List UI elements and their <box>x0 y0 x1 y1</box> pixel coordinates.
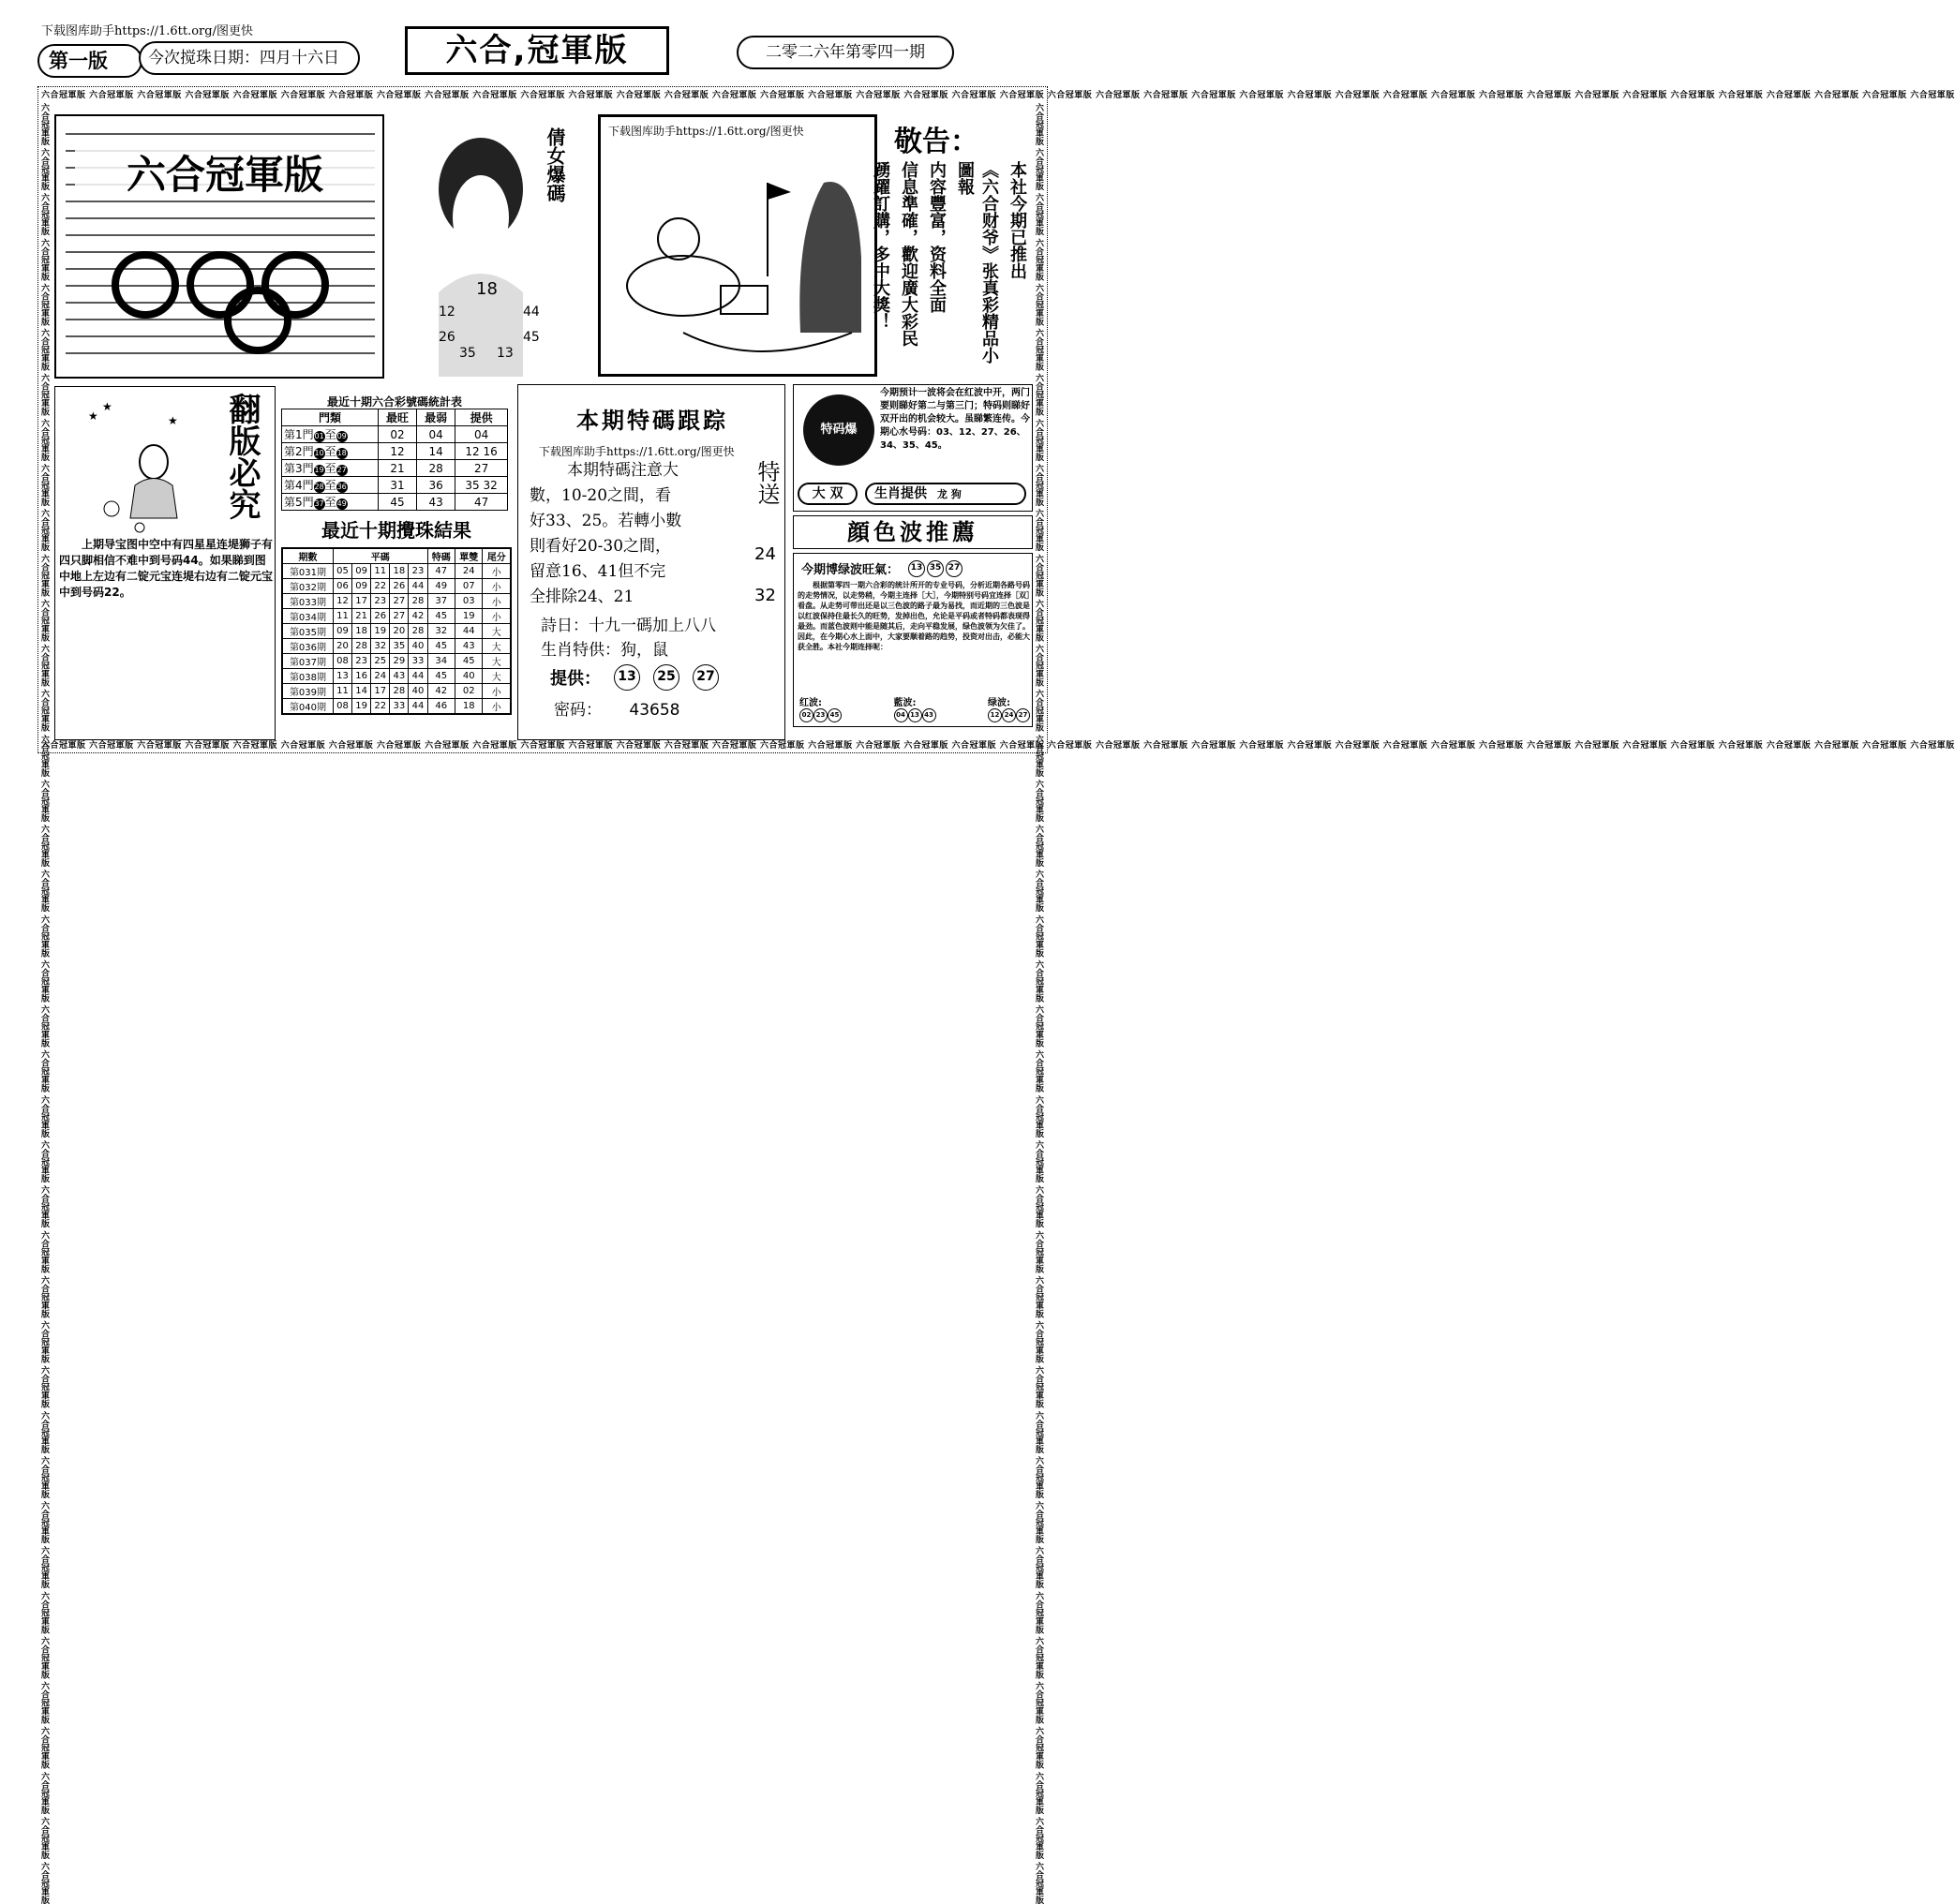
range-end-ball: 36 <box>336 483 347 491</box>
tracking-title: 本期特碼跟踪 <box>576 407 728 434</box>
issue-number: 二零二六年第零四一期 <box>737 36 954 69</box>
provide-row <box>550 664 719 691</box>
odd-even-cell: 45 <box>455 654 483 669</box>
number-cell: 17 <box>371 684 390 699</box>
number-cell: 28 <box>390 684 409 699</box>
page-title: 六合,冠軍版 <box>405 26 669 75</box>
number-cell: 09 <box>333 624 351 639</box>
group-number: 45 <box>828 708 842 722</box>
col-header: 門類 <box>282 409 379 426</box>
odd-even-cell: 07 <box>455 579 483 594</box>
col-header: 尾分 <box>483 548 511 564</box>
range-table-row <box>282 443 508 460</box>
period-cell: 第040期 <box>282 699 333 715</box>
photo-number: 18 <box>476 279 498 299</box>
range-label-cell: 第4門28至36 <box>282 477 379 494</box>
range-label: 第4門 <box>284 479 314 492</box>
hot-cell: 02 <box>378 426 416 443</box>
number-cell: 27 <box>390 594 409 609</box>
group-label: 绿波: <box>988 698 1010 708</box>
number-cell: 28 <box>352 639 371 654</box>
color-wave-subtitle: 今期博绿波旺氣： <box>801 563 900 577</box>
tracking-line: 全排除24、21 <box>530 588 634 606</box>
number-cell: 11 <box>333 684 351 699</box>
odd-even-cell: 03 <box>455 594 483 609</box>
range-label: 第5門 <box>284 496 314 509</box>
number-cell: 28 <box>409 624 427 639</box>
col-header: 特碼 <box>427 548 455 564</box>
number-cell: 18 <box>352 624 371 639</box>
subtitle-number: 13 <box>908 560 925 577</box>
notice-column: 信息準確，歡迎廣大彩民 <box>899 161 918 347</box>
special-cell: 34 <box>427 654 455 669</box>
number-cell: 29 <box>390 654 409 669</box>
period-cell: 第033期 <box>282 594 333 609</box>
cold-cell: 04 <box>417 426 455 443</box>
results-table-row <box>282 669 511 684</box>
group-number: 23 <box>813 708 828 722</box>
special-send-number: 24 <box>754 544 776 564</box>
range-label-cell: 第1門01至09 <box>282 426 379 443</box>
olympic-rings-image <box>103 247 356 360</box>
special-cell: 47 <box>427 564 455 579</box>
period-cell: 第035期 <box>282 624 333 639</box>
color-group-green <box>988 694 1030 722</box>
zodiac-badge <box>865 483 1026 505</box>
color-group-blue <box>894 694 936 722</box>
svg-text:★: ★ <box>102 400 112 413</box>
number-cell: 19 <box>371 624 390 639</box>
color-group-red <box>799 694 842 722</box>
number-cell: 21 <box>352 609 371 624</box>
photo-number: 35 <box>459 346 476 361</box>
size-cell: 大 <box>483 669 511 684</box>
odd-even-cell: 18 <box>455 699 483 715</box>
tracking-line: 好33、25。若轉小數 <box>530 512 682 530</box>
zodiac-values: 龙 狗 <box>936 488 962 500</box>
cold-cell: 36 <box>417 477 455 494</box>
flip-text: 上期导宝图中空中有四星星连堤狮子有四只脚相信不难中到号码44。如果睇到图中地上左边有二锭元宝连堤右边有二锭元宝中到号码22。 <box>59 538 274 599</box>
size-cell: 大 <box>483 654 511 669</box>
provide-number: 27 <box>693 664 719 691</box>
number-cell: 11 <box>371 564 390 579</box>
special-cell: 37 <box>427 594 455 609</box>
odd-even-cell: 44 <box>455 624 483 639</box>
results-table-row <box>282 699 511 715</box>
size-cell: 小 <box>483 579 511 594</box>
number-cell: 14 <box>352 684 371 699</box>
results-title: 最近十期攪珠結果 <box>321 519 471 542</box>
special-send-label: 特送 <box>754 460 780 505</box>
group-number: 27 <box>1016 708 1030 722</box>
range-start-ball: 37 <box>314 499 324 508</box>
tracking-body <box>530 458 751 610</box>
period-cell: 第032期 <box>282 579 333 594</box>
results-table-row <box>282 684 511 699</box>
color-wave-subtitle-row <box>801 559 963 577</box>
group-number: 43 <box>922 708 936 722</box>
subtitle-number: 35 <box>927 560 944 577</box>
range-label: 第2門 <box>284 445 314 458</box>
number-cell: 13 <box>333 669 351 684</box>
period-cell: 第039期 <box>282 684 333 699</box>
tracking-panel <box>517 384 785 740</box>
number-cell: 20 <box>390 624 409 639</box>
number-cell: 26 <box>390 579 409 594</box>
number-cell: 24 <box>371 669 390 684</box>
photo-number: 45 <box>523 330 540 345</box>
range-table-row <box>282 426 508 443</box>
number-cell: 22 <box>371 699 390 715</box>
group-label: 红波: <box>799 698 822 708</box>
number-cell: 44 <box>409 579 427 594</box>
group-number: 24 <box>1002 708 1016 722</box>
notice-column: 踴躍訂購，多中大獎！ <box>871 161 890 330</box>
photo-number: 13 <box>497 346 514 361</box>
number-cell: 16 <box>352 669 371 684</box>
group-number: 04 <box>894 708 908 722</box>
tracking-line: 數，10-20之間，看 <box>530 486 672 505</box>
results-table-row <box>282 624 511 639</box>
subtitle-number: 27 <box>946 560 963 577</box>
number-cell: 19 <box>352 699 371 715</box>
big-double-badge <box>798 483 858 505</box>
number-cell: 09 <box>352 579 371 594</box>
size-cell: 小 <box>483 564 511 579</box>
odd-even-cell: 19 <box>455 609 483 624</box>
tracking-poem: 詩日：十九一碼加上八八 <box>541 617 716 635</box>
notice-text <box>871 161 1029 373</box>
tracking-line: 則看好20-30之間， <box>530 537 672 556</box>
special-cell: 45 <box>427 609 455 624</box>
number-cell: 42 <box>409 609 427 624</box>
period-cell: 第036期 <box>282 639 333 654</box>
cartoon-panel <box>598 114 877 377</box>
results-table-row <box>282 609 511 624</box>
group-label: 藍波: <box>893 698 917 708</box>
number-cell: 33 <box>409 654 427 669</box>
hot-cell: 31 <box>378 477 416 494</box>
range-end-ball: 18 <box>336 449 347 457</box>
color-wave-text: 根据第零四一期六合彩的统计所开的专业号码，分析近期各路号码的走势情况，以走势稍，今期主连择［大］，今期特别号码宜连择［双］看盘。从走势可带出还是以三色波的路子最为易找，而近期的三色波是以红波保持住最长久的旺势，发掉出色，允论是平码或者特码都表现得最劲。而蓝色波则中能是随其后，走向平稳发展，绿色波领为欠佳了。因此，在今期心水上面中，大家要顺着路的趋势，投资对出击，必能大获全胜。本社今期连择呢： <box>798 581 1030 651</box>
number-cell: 40 <box>409 639 427 654</box>
number-cell: 08 <box>333 699 351 715</box>
number-cell: 22 <box>371 579 390 594</box>
color-groups <box>799 694 1030 722</box>
provide-cell: 35 32 <box>455 477 508 494</box>
number-cell: 20 <box>333 639 351 654</box>
period-cell: 第037期 <box>282 654 333 669</box>
password-row <box>554 696 680 720</box>
special-send-number: 32 <box>754 586 776 605</box>
svg-text:★: ★ <box>168 414 178 427</box>
odd-even-cell: 24 <box>455 564 483 579</box>
range-start-ball: 01 <box>314 432 324 440</box>
provide-cell: 47 <box>455 494 508 511</box>
forecast-text: 今期预计一波将会在红波中开，两门要则睇好第二与第三门；特码则睇好双开出的机会较大。虽睇繁连传。今期心水号码：03、12、27、26、34、35、45。 <box>880 388 1030 451</box>
border-strip-bottom: 六合冠軍版 六合冠軍版 六合冠軍版 六合冠軍版 六合冠軍版 六合冠軍版 六合冠軍版 六合冠軍版 六合冠軍版 六合冠軍版 六合冠軍版 六合冠軍版 六合冠軍版 六合冠軍版 六合冠軍版 六合冠軍版 六合冠軍版 六合冠軍版 六合冠軍版 六合冠軍版 六合冠軍版 六合冠軍版 六合冠軍版 六合冠軍版 六合冠軍版 六合冠軍版 六合冠軍版 六合冠軍版 六合冠軍版 六合冠軍版 六合冠軍版 六合冠軍版 六合冠軍版 六合冠軍版 六合冠軍版 六合冠軍版 六合冠軍版 六合冠軍版 六合冠軍版 六合冠軍版 <box>41 741 1955 751</box>
size-cell: 小 <box>483 684 511 699</box>
big-label: 大 <box>812 486 826 501</box>
hot-cell: 12 <box>378 443 416 460</box>
period-cell: 第038期 <box>282 669 333 684</box>
special-cell: 45 <box>427 639 455 654</box>
range-table-title: 最近十期六合彩號碼統計表 <box>326 395 462 409</box>
col-header: 最旺 <box>378 409 416 426</box>
number-cell: 43 <box>390 669 409 684</box>
results-table-row <box>282 639 511 654</box>
range-label: 第1門 <box>284 428 314 441</box>
tracking-line: 本期特碼注意大 <box>567 461 679 480</box>
range-table-panel <box>281 394 508 509</box>
watermark-cartoon: 下载图库助手https://1.6tt.org/图更快 <box>608 125 804 138</box>
number-cell: 25 <box>371 654 390 669</box>
notice-column: 内容豐富，资料全面 <box>927 161 947 313</box>
svg-text:★: ★ <box>88 409 98 423</box>
range-label-cell: 第2門10至18 <box>282 443 379 460</box>
border-strip-right: 六合冠軍版 六合冠軍版 六合冠軍版 六合冠軍版 六合冠軍版 六合冠軍版 六合冠軍版 六合冠軍版 六合冠軍版 六合冠軍版 六合冠軍版 六合冠軍版 六合冠軍版 六合冠軍版 六合冠軍版 六合冠軍版 六合冠軍版 六合冠軍版 六合冠軍版 六合冠軍版 六合冠軍版 六合冠軍版 六合冠軍版 六合冠軍版 六合冠軍版 六合冠軍版 六合冠軍版 六合冠軍版 六合冠軍版 六合冠軍版 六合冠軍版 六合冠軍版 六合冠軍版 六合冠軍版 六合冠軍版 六合冠軍版 六合冠軍版 六合冠軍版 六合冠軍版 六合冠軍版 <box>1034 103 1043 1904</box>
range-table-row <box>282 477 508 494</box>
number-cell: 27 <box>390 609 409 624</box>
range-end-ball: 49 <box>336 499 347 508</box>
number-cell: 06 <box>333 579 351 594</box>
results-table-row <box>282 564 511 579</box>
number-cell: 44 <box>409 669 427 684</box>
photo-number: 44 <box>523 305 540 320</box>
number-cell: 32 <box>371 639 390 654</box>
provide-cell: 27 <box>455 460 508 477</box>
number-cell: 18 <box>390 564 409 579</box>
number-cell: 11 <box>333 609 351 624</box>
forecast-seal-image: 特码爆 <box>803 394 874 466</box>
special-cell: 45 <box>427 669 455 684</box>
photo-number: 26 <box>439 330 455 345</box>
number-cell: 33 <box>390 699 409 715</box>
range-label-cell: 第3門19至27 <box>282 460 379 477</box>
col-header: 最弱 <box>417 409 455 426</box>
size-cell: 小 <box>483 594 511 609</box>
provide-label: 提供： <box>550 669 601 689</box>
flip-panel <box>54 386 276 740</box>
number-cell: 35 <box>390 639 409 654</box>
notice-panel <box>871 114 1031 377</box>
forecast-panel <box>793 384 1033 512</box>
number-cell: 09 <box>352 564 371 579</box>
odd-even-cell: 43 <box>455 639 483 654</box>
range-table-row <box>282 460 508 477</box>
notice-heading: 敬告： <box>894 126 978 158</box>
flip-title: 翻版必究 <box>223 393 261 520</box>
range-start-ball: 28 <box>314 483 324 491</box>
col-header: 期數 <box>282 548 333 564</box>
results-panel <box>281 515 512 740</box>
provide-cell: 04 <box>455 426 508 443</box>
provide-cell: 12 16 <box>455 443 508 460</box>
hot-cell: 21 <box>378 460 416 477</box>
provide-number: 13 <box>614 664 640 691</box>
number-cell: 05 <box>333 564 351 579</box>
number-cell: 08 <box>333 654 351 669</box>
range-label: 第3門 <box>284 462 314 475</box>
period-cell: 第034期 <box>282 609 333 624</box>
special-cell: 32 <box>427 624 455 639</box>
number-cell: 23 <box>371 594 390 609</box>
tracking-zodiac: 生肖特供：狗，鼠 <box>541 641 668 660</box>
number-cell: 17 <box>352 594 371 609</box>
number-cell: 23 <box>409 564 427 579</box>
number-cell: 23 <box>352 654 371 669</box>
notice-column: 《六合财爷》张真彩精品小圖報 <box>955 161 999 364</box>
tracking-line: 留意16、41但不完 <box>530 562 666 581</box>
col-header: 提供 <box>455 409 508 426</box>
color-wave-panel <box>793 553 1033 727</box>
results-table-row <box>282 594 511 609</box>
photo-panel <box>392 114 589 379</box>
group-number: 12 <box>988 708 1002 722</box>
period-cell: 第031期 <box>282 564 333 579</box>
results-table <box>281 547 512 715</box>
border-strip-top: 六合冠軍版 六合冠軍版 六合冠軍版 六合冠軍版 六合冠軍版 六合冠軍版 六合冠軍版 六合冠軍版 六合冠軍版 六合冠軍版 六合冠軍版 六合冠軍版 六合冠軍版 六合冠軍版 六合冠軍版 六合冠軍版 六合冠軍版 六合冠軍版 六合冠軍版 六合冠軍版 六合冠軍版 六合冠軍版 六合冠軍版 六合冠軍版 六合冠軍版 六合冠軍版 六合冠軍版 六合冠軍版 六合冠軍版 六合冠軍版 六合冠軍版 六合冠軍版 六合冠軍版 六合冠軍版 六合冠軍版 六合冠軍版 六合冠軍版 六合冠軍版 六合冠軍版 六合冠軍版 <box>41 91 1955 100</box>
photo-number: 12 <box>439 305 455 320</box>
col-header: 單雙 <box>455 548 483 564</box>
draw-date: 今次搅珠日期：四月十六日 <box>139 41 360 75</box>
cold-cell: 43 <box>417 494 455 511</box>
odd-even-cell: 40 <box>455 669 483 684</box>
double-label: 双 <box>829 486 843 501</box>
range-label-cell: 第5門37至49 <box>282 494 379 511</box>
special-cell: 49 <box>427 579 455 594</box>
notice-column: 本社今期已推出 <box>1007 161 1027 279</box>
logo-title: 六合冠軍版 <box>75 144 375 201</box>
size-cell: 小 <box>483 609 511 624</box>
border-strip-left: 六合冠軍版 六合冠軍版 六合冠軍版 六合冠軍版 六合冠軍版 六合冠軍版 六合冠軍版 六合冠軍版 六合冠軍版 六合冠軍版 六合冠軍版 六合冠軍版 六合冠軍版 六合冠軍版 六合冠軍版 六合冠軍版 六合冠軍版 六合冠軍版 六合冠軍版 六合冠軍版 六合冠軍版 六合冠軍版 六合冠軍版 六合冠軍版 六合冠軍版 六合冠軍版 六合冠軍版 六合冠軍版 六合冠軍版 六合冠軍版 六合冠軍版 六合冠軍版 六合冠軍版 六合冠軍版 六合冠軍版 六合冠軍版 六合冠軍版 六合冠軍版 六合冠軍版 六合冠軍版 <box>39 103 49 1904</box>
range-table-row <box>282 494 508 511</box>
odd-even-cell: 02 <box>455 684 483 699</box>
watermark-top: 下载图库助手https://1.6tt.org/图更快 <box>41 24 253 38</box>
number-cell: 28 <box>409 594 427 609</box>
cold-cell: 14 <box>417 443 455 460</box>
range-table <box>281 409 508 511</box>
color-wave-title: 顔色波推薦 <box>793 515 1033 549</box>
size-cell: 大 <box>483 639 511 654</box>
special-cell: 42 <box>427 684 455 699</box>
logo-panel <box>54 114 384 379</box>
results-table-row <box>282 579 511 594</box>
range-end-ball: 27 <box>336 466 347 474</box>
special-cell: 46 <box>427 699 455 715</box>
hot-cell: 45 <box>378 494 416 511</box>
watermark-tracking: 下载图库助手https://1.6tt.org/图更快 <box>539 445 735 458</box>
fairy-cartoon-image <box>74 396 205 537</box>
group-number: 13 <box>908 708 922 722</box>
size-cell: 大 <box>483 624 511 639</box>
password-value: 43658 <box>629 701 680 720</box>
photo-caption: 倩女爆碼 <box>544 127 566 202</box>
number-cell: 40 <box>409 684 427 699</box>
range-start-ball: 19 <box>314 466 324 474</box>
group-number: 02 <box>799 708 813 722</box>
size-cell: 小 <box>483 699 511 715</box>
number-cell: 12 <box>333 594 351 609</box>
goat-cartoon-image <box>608 145 871 370</box>
zodiac-label: 生肖提供 <box>874 486 927 501</box>
results-table-row <box>282 654 511 669</box>
col-header: 平碼 <box>333 548 427 564</box>
cold-cell: 28 <box>417 460 455 477</box>
edition-label: 第一版 <box>37 44 142 78</box>
range-end-ball: 09 <box>336 432 347 440</box>
number-cell: 26 <box>371 609 390 624</box>
range-start-ball: 10 <box>314 449 324 457</box>
password-label: 密码： <box>554 701 602 720</box>
provide-number: 25 <box>653 664 679 691</box>
number-cell: 44 <box>409 699 427 715</box>
